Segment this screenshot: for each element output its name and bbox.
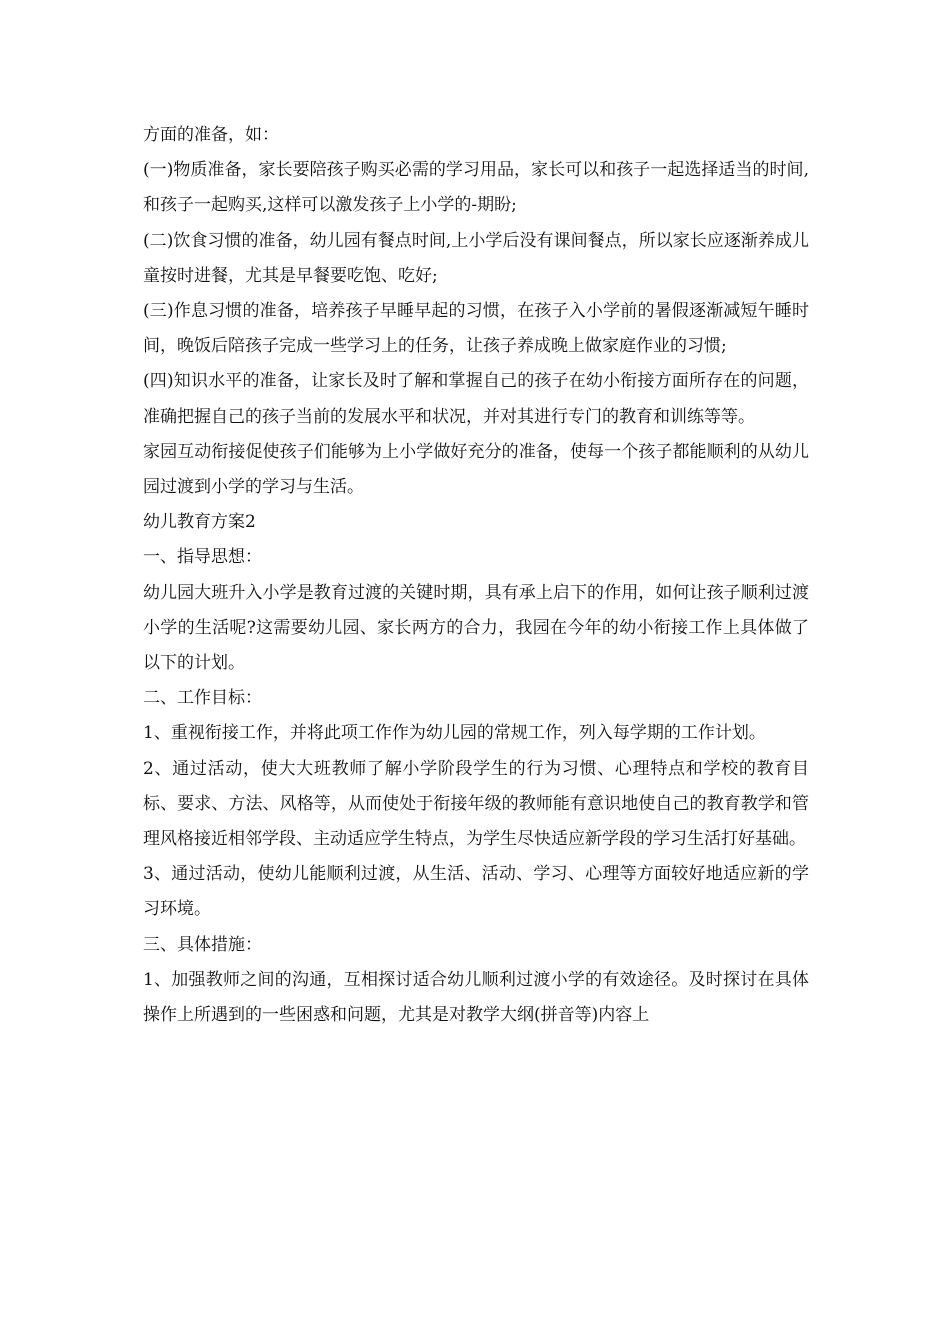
paragraph-preparation-intro: 方面的准备，如：: [143, 125, 279, 145]
heading-work-goals: 二、工作目标：: [143, 688, 262, 709]
document-body: [143, 118, 809, 1033]
paragraph-home-school-interaction: 家园互动衔接促使孩子们能够为上小学做好充分的准备，使每一个孩子都能顺利的从幼儿园过渡到小学的学习与生活。: [143, 441, 809, 498]
goal-item-2: 2、通过活动，使大大班教师了解小学阶段学生的行为习惯、心理特点和学校的教育目标、要求、方法、风格等，从而使处于衔接年级的教师能有意识地使自己的教育教学和管理风格接近相邻学段、主动适应学生特点，为学生尽快适应新学段的学习生活打好基础。: [143, 758, 809, 850]
paragraph-material-preparation: (一)物质准备，家长要陪孩子购买必需的学习用品，家长可以和孩子一起选择适当的时间,和孩子一起购买,这样可以激发孩子上小学的-期盼;: [143, 160, 809, 216]
paragraph-guiding-ideology: 幼儿园大班升入小学是教育过渡的关键时期，具有承上启下的作用，如何让孩子顺利过渡小学的生活呢?这需要幼儿园、家长两方的合力，我园在今年的幼小衔接工作上具体做了以下的计划。: [143, 582, 809, 674]
section-title-plan-2: 幼儿教育方案2: [143, 512, 256, 533]
paragraph-diet-habit: (二)饮食习惯的准备，幼儿园有餐点时间,上小学后没有课间餐点，所以家长应逐渐养成儿童按时进餐，尤其是早餐要吃饱、吃好;: [143, 230, 809, 286]
paragraph-rest-habit: (三)作息习惯的准备，培养孩子早睡早起的习惯，在孩子入小学前的暑假逐渐减短午睡时间，晚饭后陪孩子完成一些学习上的任务，让孩子养成晚上做家庭作业的习惯;: [143, 301, 809, 357]
goal-item-1: 1、重视衔接工作，并将此项工作作为幼儿园的常规工作，列入每学期的工作计划。: [143, 723, 766, 744]
heading-guiding-ideology: 一、指导思想：: [143, 547, 262, 568]
measure-item-1: 1、加强教师之间的沟通，互相探讨适合幼儿顺利过渡小学的有效途径。及时探讨在具体操作上所遇到的一些困惑和问题，尤其是对教学大纲(拼音等)内容上: [143, 969, 809, 1026]
paragraph-knowledge-level: (四)知识水平的准备，让家长及时了解和掌握自己的孩子在幼小衔接方面所存在的问题，准确把握自己的孩子当前的发展水平和状况，并对其进行专门的教育和训练等等。: [143, 371, 809, 427]
heading-specific-measures: 三、具体措施：: [143, 934, 262, 955]
goal-item-3: 3、通过活动，使幼儿能顺利过渡，从生活、活动、学习、心理等方面较好地适应新的学习环境。: [143, 864, 809, 920]
